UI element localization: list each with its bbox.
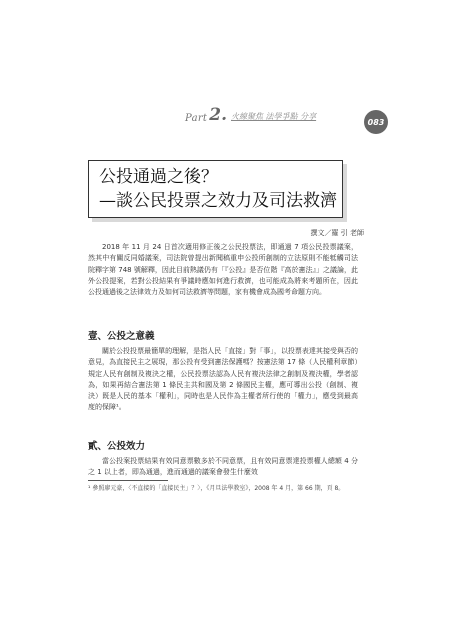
- section-heading-2: 貳、公投效力: [88, 441, 146, 452]
- intro-paragraph: 2018 年 11 月 24 日首次適用修正後之公民投票法，即通過 7 項公民投票議案，然其中有關反同婚議案，司法院曾提出新聞稿重申公投所創制的立法原則不能牴觸司法院釋字第 748 號解釋，因此目前熱議仍有「『公投』是否位階『高於憲法』」之議論，此外公投提案，若對公投結果有爭議時應如何進行救濟，也可能成為將來考題所在，因此公投通過後之法律效力及如何司法救濟等問題，家有機會成為國考命題方向。: [88, 243, 358, 297]
- section-1-paragraph: 關於公投投票最簡單的理解，是指人民「直接」對「事」，以投票表達其接受與否的意見，為直接民主之展現，那公投有受到憲法保護嗎？按憲法第 17 條（人民權利章節）規定人民有創制及複決之權，公民投票法認為人民有複決法律之創制及複決權，學者認為，如果再結合憲法第 1 條民主共和國及第 2 條國民主權，應可導出公投（創制、複決）既是人民的基本「權利」，同時也是人民作為主權者所行使的「權力」，應受到最高度的保障¹。: [88, 347, 358, 412]
- footnote: ¹ 參照廖元豪，〈不直接的「直接民主」？〉，《月旦法學教室》，2008 年 4 月，第 66 期，頁 8。: [88, 485, 345, 492]
- running-header: [185, 102, 357, 124]
- article-title: 公投通過之後？: [99, 167, 218, 187]
- section-2-paragraph: 當公投案投票結果有效同意票數多於不同意票，且有效同意票達投票權人總額 4 分之 1 以上者，即為通過，進而通過的議案會發生什麼效: [88, 457, 358, 477]
- page-number-badge: 083: [364, 110, 388, 134]
- section-heading-1: 壹、公投之意義: [88, 331, 155, 342]
- author-byline: 撰文／羅 引 老師: [310, 229, 364, 237]
- part-number: 2.: [209, 105, 227, 125]
- section-label: 火線聚焦 法學爭點 分享: [231, 112, 317, 121]
- part-label: Part: [185, 113, 208, 124]
- article-subtitle: —談公民投票之效力及司法救濟: [99, 191, 337, 211]
- footnote-divider: [88, 480, 168, 481]
- article-title-box: [88, 160, 343, 218]
